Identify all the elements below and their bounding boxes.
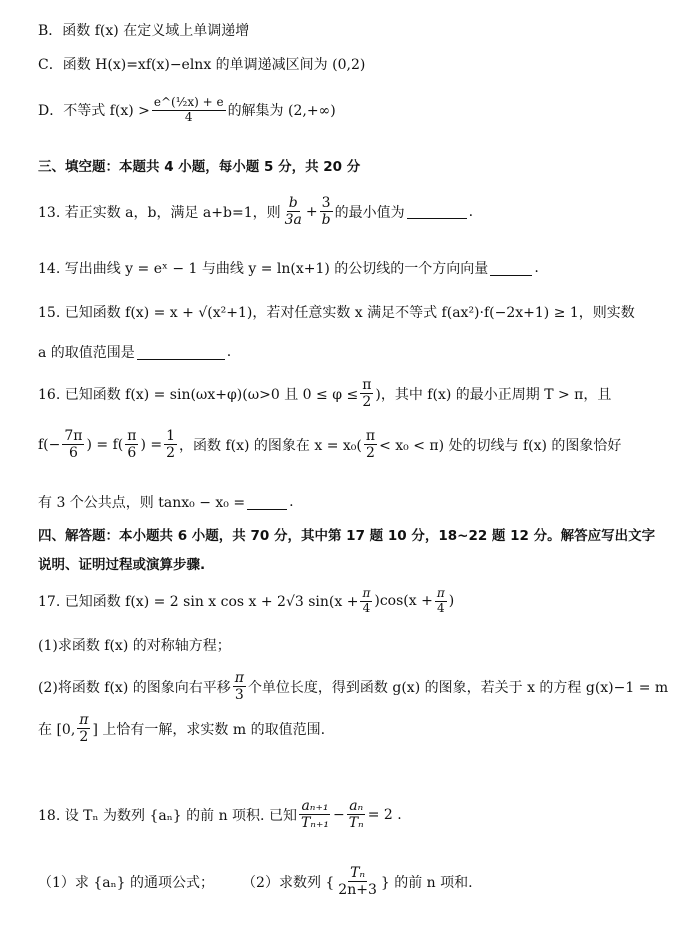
option-c xyxy=(38,54,673,74)
q18-prefix: 18. 设 Tₙ 为数列 {aₙ} 的前 n 项积. 已知 xyxy=(38,807,297,824)
option-d xyxy=(38,96,673,125)
section-4-text-b: 说明、证明过程或演算步骤. xyxy=(38,557,206,573)
q16-b-fraction-1 xyxy=(62,428,84,461)
q16-b-part1: f(− xyxy=(38,436,61,453)
q16-a-suffix: )，其中 f(x) 的最小正周期 T > π，且 xyxy=(375,386,612,403)
q18-suffix: = 2 . xyxy=(367,806,402,823)
q15-answer-blank[interactable] xyxy=(137,345,225,360)
q18-part1: （1）求 {aₙ} 的通项公式； xyxy=(38,874,215,891)
q17-part2-suffix: 个单位长度，得到函数 g(x) 的图象，若关于 x 的方程 g(x)−1 = m xyxy=(247,679,669,696)
q18-minus: − xyxy=(332,806,345,823)
q17-fraction-1 xyxy=(360,587,372,616)
q17-f2-num: π xyxy=(436,586,445,600)
q16-b-f4-den: 2 xyxy=(366,445,375,462)
q16-b-fraction-4 xyxy=(364,428,377,461)
q17-part2-prefix: (2)将函数 f(x) 的图象向右平移 xyxy=(38,679,231,696)
option-b-text: B．函数 f(x) 在定义域上单调递增 xyxy=(38,23,250,39)
q17-middle: )cos(x + xyxy=(374,593,433,610)
option-c-text: C．函数 H(x)=xf(x)−elnx 的单调递减区间为 (0,2) xyxy=(38,57,366,73)
section-4-heading-line2 xyxy=(38,553,673,573)
q18-part2-num: Tₙ xyxy=(350,865,366,881)
option-d-suffix: 的解集为 (2,+∞) xyxy=(227,103,336,120)
q17-part3-prefix: 在 [0, xyxy=(38,721,76,738)
q13-answer-blank[interactable] xyxy=(407,204,467,219)
q16-b-part4: ，函数 f(x) 的图象在 x = x₀( xyxy=(179,437,362,454)
q16-b-f1-den: 6 xyxy=(68,445,78,462)
q16-c-text: 有 3 个公共点，则 tanx₀ − x₀ = xyxy=(38,495,246,511)
q17-f2-den: 4 xyxy=(436,600,445,615)
q16-b-f3-den: 2 xyxy=(166,445,176,462)
q13-prefix: 13. 若正实数 a，b，满足 a+b=1，则 xyxy=(38,204,281,221)
q16-b-f2-den: 6 xyxy=(127,445,137,462)
section-3-text: 三、填空题：本题共 4 小题，每小题 5 分，共 20 分 xyxy=(38,159,361,175)
q16-a-fraction xyxy=(360,377,373,410)
q17-part3-num: π xyxy=(79,712,89,728)
question-17-part1 xyxy=(38,635,673,655)
q18-fraction-2 xyxy=(347,798,366,831)
q17-part3-suffix: ] 上恰有一解，求实数 m 的取值范围. xyxy=(92,721,326,738)
question-18-parts xyxy=(38,865,673,898)
q16-b-fraction-3 xyxy=(164,428,177,461)
q17-part2-fraction xyxy=(233,670,246,703)
q18-part2-fraction xyxy=(336,865,379,898)
question-16-line1 xyxy=(38,377,673,410)
question-13: 13. 若正实数 a，b，满足 a+b=1，则 $\frac{b}{3a}$ + $\frac{3}{b}$ 的最小值为 . xyxy=(38,195,474,229)
q16-b-part3: ) = xyxy=(140,436,163,453)
q14-text: 14. 写出曲线 y = eˣ − 1 与曲线 y = ln(x+1) 的公切线的一个方向向量 xyxy=(38,261,489,277)
q13-f2-num: 3 xyxy=(321,195,331,211)
q17-part3-den: 2 xyxy=(79,729,89,746)
q16-b-f2-num: π xyxy=(127,428,137,444)
option-d-denominator: 4 xyxy=(184,109,193,124)
q18-part2-den: 2n+3 xyxy=(338,882,377,899)
question-17 xyxy=(38,587,673,616)
q18-part2-suffix: } 的前 n 项和. xyxy=(380,874,473,891)
q16-b-fraction-2 xyxy=(125,428,138,461)
q17-prefix: 17. 已知函数 f(x) = 2 sin x cos x + 2√3 sin(x + xyxy=(38,594,359,611)
question-16-line3: 有 3 个公共点，则 tanx₀ − x₀ = . xyxy=(38,494,294,511)
q18-fraction-1 xyxy=(299,798,331,831)
q17-part3-fraction xyxy=(77,712,90,745)
q17-part1-text: (1)求函数 f(x) 的对称轴方程； xyxy=(38,638,231,654)
q13-suffix: 的最小值为 xyxy=(334,204,405,221)
question-15-line1 xyxy=(38,302,673,322)
question-17-part2-cont xyxy=(38,712,673,745)
question-15-line2: a 的取值范围是 . xyxy=(38,344,232,361)
q18-f2-den: Tₙ xyxy=(348,815,364,832)
option-d-numerator: e^(½x) + e xyxy=(153,95,224,109)
q17-fraction-2 xyxy=(435,587,447,616)
q18-f1-den: Tₙ₊₁ xyxy=(300,815,329,832)
q14-answer-blank[interactable] xyxy=(490,261,532,276)
q16-a-den: 2 xyxy=(362,394,372,411)
question-18 xyxy=(38,798,673,831)
q13-fraction-2 xyxy=(320,195,333,228)
question-16-line2 xyxy=(38,428,673,461)
q16-answer-blank[interactable] xyxy=(247,495,287,510)
section-3-heading xyxy=(38,155,673,175)
q13-plus: + xyxy=(305,203,318,220)
q16-a-prefix: 16. 已知函数 f(x) = sin(ωx+φ)(ω>0 且 0 ≤ φ ≤ xyxy=(38,386,359,403)
option-d-prefix: D．不等式 f(x) > xyxy=(38,103,150,120)
option-d-fraction xyxy=(152,96,226,125)
q17-f1-den: 4 xyxy=(362,600,371,615)
q15-text-a: 15. 已知函数 f(x) = x + √(x²+1)，若对任意实数 x 满足不等式 f(ax²)·f(−2x+1) ≥ 1，则实数 xyxy=(38,305,635,321)
q13-f2-den: b xyxy=(321,212,331,229)
question-17-part2 xyxy=(38,670,673,703)
q16-b-part5: < x₀ < π) 处的切线与 f(x) 的图象恰好 xyxy=(379,437,622,454)
q13-f1-den: 3a xyxy=(284,212,302,229)
q16-b-f1-num: 7π xyxy=(64,428,83,444)
q17-suffix: ) xyxy=(448,593,455,610)
q17-part2-num: π xyxy=(234,670,244,686)
q16-b-f3-num: 1 xyxy=(166,428,176,444)
q16-b-part2: ) = f( xyxy=(86,436,124,453)
q16-a-num: π xyxy=(362,377,372,393)
section-4-heading-line1 xyxy=(38,524,673,544)
section-4-text-a: 四、解答题：本小题共 6 小题，共 70 分，其中第 17 题 10 分，18~22 题 12 分。解答应写出文字 xyxy=(38,528,656,544)
q17-part2-den: 3 xyxy=(234,687,244,704)
q16-b-f4-num: π xyxy=(365,428,376,444)
q18-f2-num: aₙ xyxy=(349,798,364,814)
question-14: 14. 写出曲线 y = eˣ − 1 与曲线 y = ln(x+1) 的公切线的一个方向向量 . xyxy=(38,260,539,277)
q18-part2-prefix: （2）求数列 { xyxy=(242,874,335,891)
q13-fraction-1 xyxy=(283,195,304,228)
q17-f1-num: π xyxy=(362,586,371,600)
q13-f1-num: b xyxy=(288,195,298,211)
q18-f1-num: aₙ₊₁ xyxy=(301,798,329,814)
q15-text-b: a 的取值范围是 xyxy=(38,345,135,361)
option-b xyxy=(38,20,673,40)
